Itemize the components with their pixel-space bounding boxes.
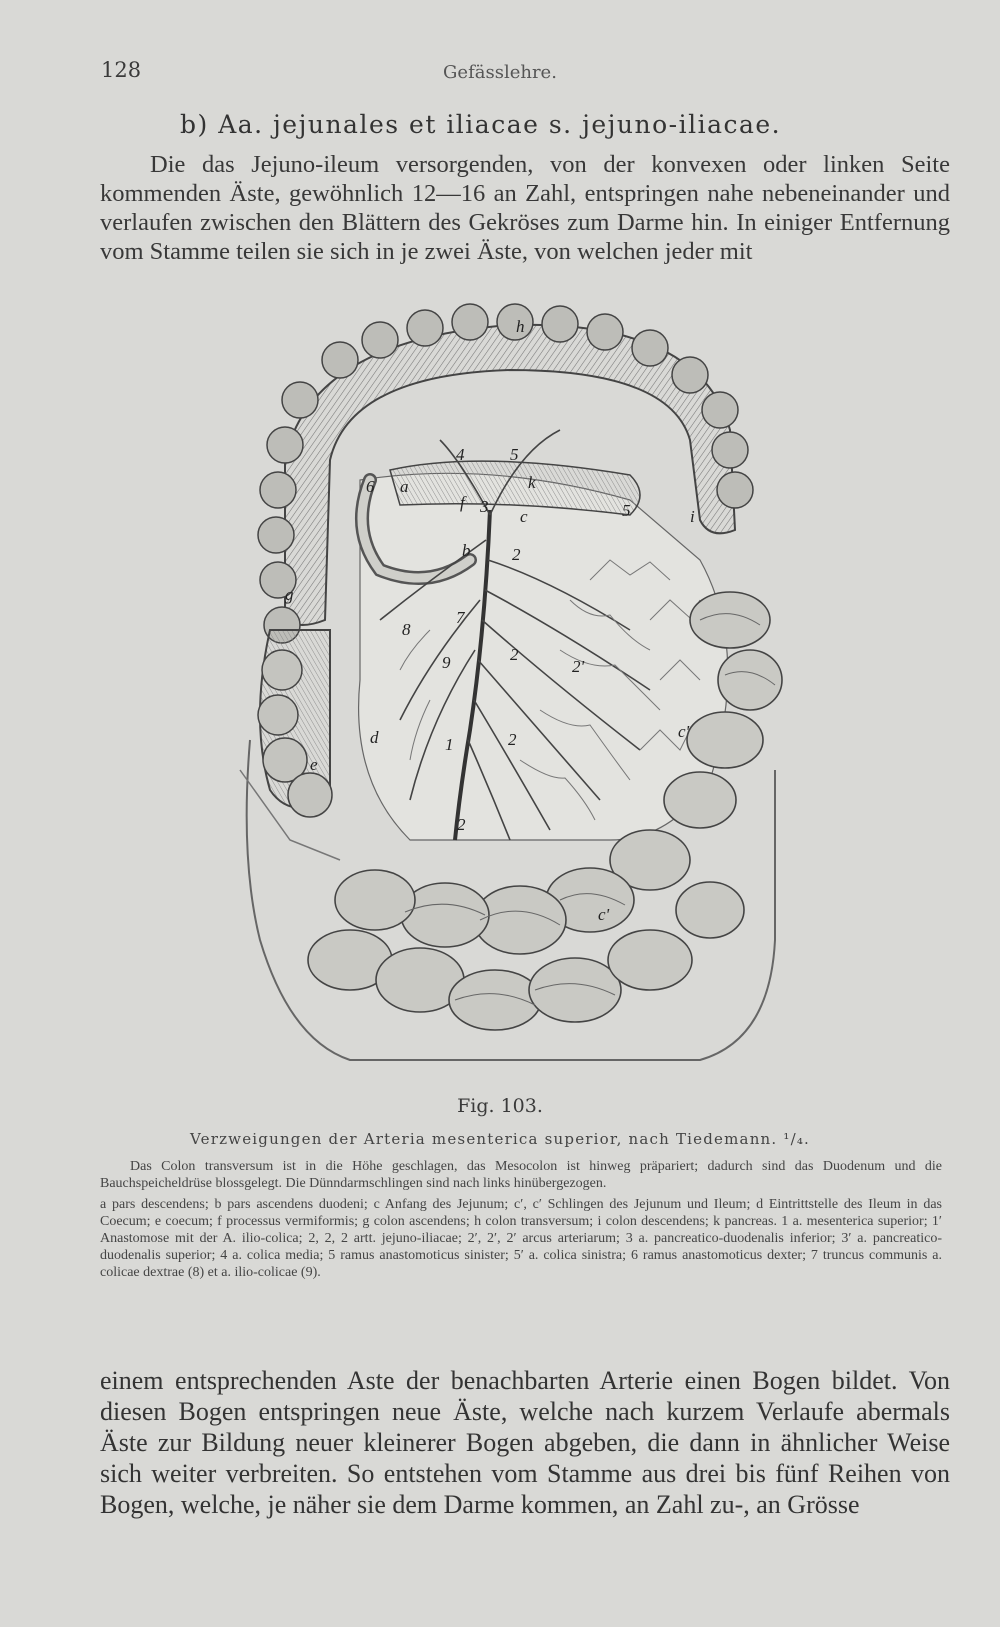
page-number: 128	[101, 58, 142, 82]
label-k: k	[528, 473, 536, 492]
label-2a: 2	[510, 645, 519, 664]
label-c: c	[520, 507, 528, 526]
label-2d: 2	[457, 815, 466, 834]
label-7: 7	[456, 608, 465, 627]
label-2: 2	[512, 545, 521, 564]
intro-paragraph: Die das Jejuno-ileum versorgenden, von der konvexen oder linken Seite kommenden Äste, gewöhnlich 12—16 an Zahl, entspringen nahe nebeneinander und verlaufen zwischen den Blättern des Gekröses zum Darme hin. In einiger Entfernung vom Stamme teilen sie sich in je zwei Äste, von welchen jeder mit	[100, 151, 950, 265]
label-g: g	[285, 585, 294, 604]
anatomical-illustration	[230, 300, 790, 1070]
label-4: 4	[456, 445, 465, 464]
figure-caption-title: Verzweigungen der Arteria mesenterica superior, nach Tiedemann. ¹/₄.	[189, 1130, 811, 1148]
label-c-prime-2: c'	[598, 905, 610, 924]
label-5-prime: 5	[622, 501, 631, 520]
body-paragraph: einem entsprechenden Aste der benachbarten Arterie einen Bogen bildet. Von diesen Bogen entspringen neue Äste, welche nach kurzem Verlaufe abermals Äste zur Bildung neuer kleinerer Bogen abgeben, die dann in ähnlicher Weise sich weiter verbreiten. So entstehen vom Stamme aus drei bis fünf Reihen von Bogen, welche, je näher sie dem Darme kommen, an Zahl zu-, an Grösse	[100, 1366, 950, 1519]
section-heading: b) Aa. jejunales et iliacae s. jejuno-iliacae.	[180, 110, 782, 139]
caption-intro: Das Colon transversum ist in die Höhe geschlagen, das Mesocolon ist hinweg präpariert; dadurch sind das Duodenum und die Bauchspeicheldrüse blossgelegt. Die Dünndarmschlingen sind nach links hinübergezogen.	[100, 1159, 942, 1191]
label-6: 6	[366, 477, 375, 496]
label-3: 3	[480, 497, 489, 516]
label-c-prime-1: c'	[678, 722, 690, 741]
label-f: f	[460, 493, 465, 512]
label-i: i	[690, 507, 695, 526]
label-a: a	[400, 477, 409, 496]
label-8: 8	[402, 620, 411, 639]
label-1: 1	[445, 735, 454, 754]
label-2c: 2'	[572, 657, 585, 676]
label-e: e	[310, 755, 318, 774]
label-2b: 2	[508, 730, 517, 749]
figure-label: Fig. 103.	[457, 1095, 543, 1117]
label-h: h	[516, 317, 525, 336]
running-head: Gefässlehre.	[443, 62, 557, 83]
figure-caption	[100, 1158, 942, 1281]
label-d: d	[370, 728, 379, 747]
label-b: b	[462, 541, 471, 560]
label-9: 9	[442, 653, 451, 672]
caption-legend: a pars descendens; b pars ascendens duodeni; c Anfang des Jejunum; c′, c′ Schlingen des Jejunum und Ileum; d Eintrittstelle des Ileum in das Coecum; e coecum; f processus vermiformis; g colon ascendens; h colon transversum; i colon descendens; k pancreas. 1 a. mesenterica superior; 1′ Anastomose mit der A. ilio-colica; 2, 2, 2 artt. jejuno-iliacae; 2′, 2′, 2′ arcus arteriarum; 3 a. pancreatico-duodenalis inferior; 3′ a. pancreatico-duodenalis superior; 4 a. colica media; 5 ramus anastomoticus sinister; 5′ a. colica sinistra; 6 ramus anastomoticus dexter; 7 truncus communis a. colicae dextrae (8) et a. ilio-colicae (9).	[100, 1197, 942, 1280]
label-5: 5	[510, 445, 519, 464]
